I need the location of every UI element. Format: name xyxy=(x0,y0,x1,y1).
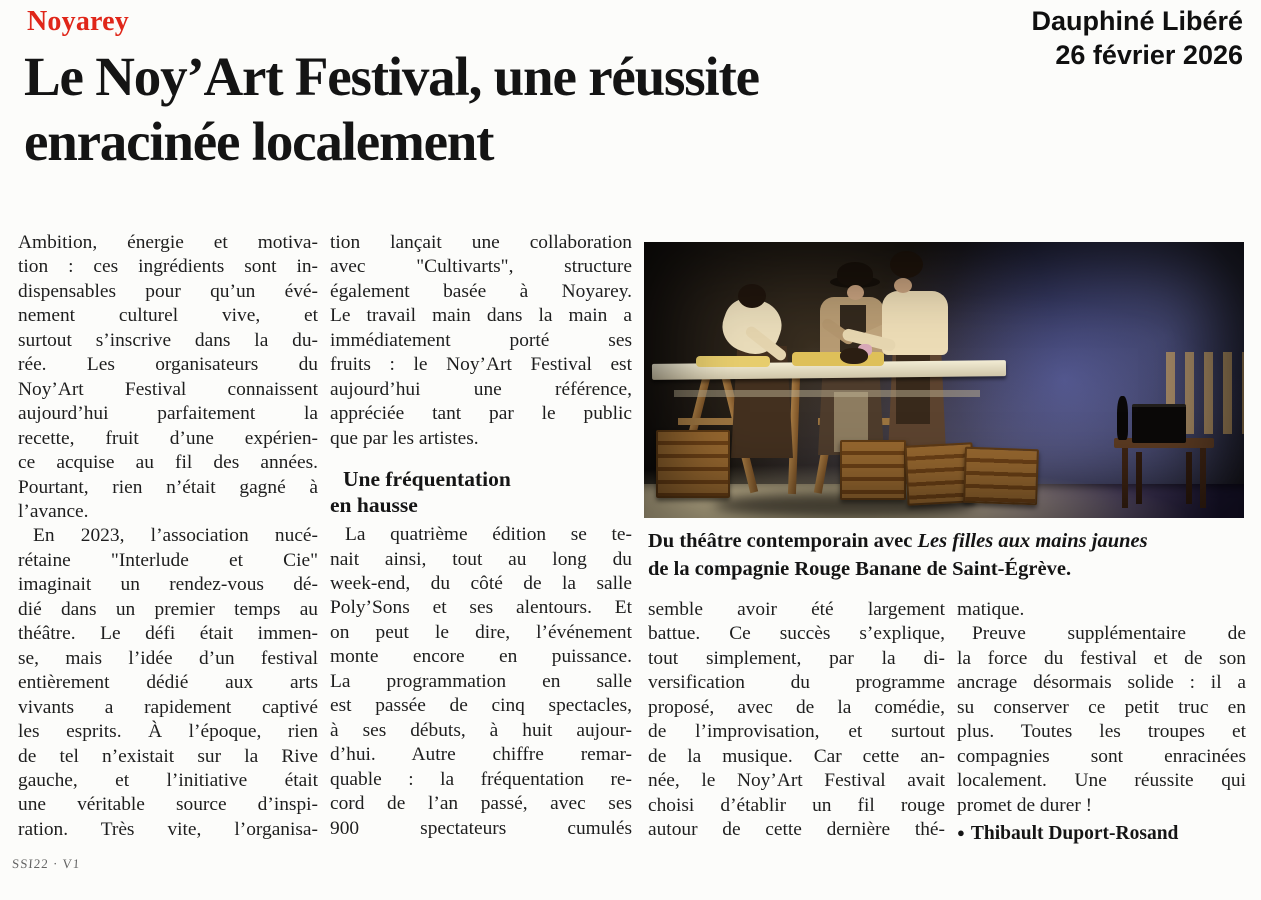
headline-line-1: Le Noy’Art Festival, une réussite xyxy=(24,46,759,107)
masthead-date: 26 février 2026 xyxy=(1055,40,1243,70)
stage-photo xyxy=(644,242,1244,518)
section-subhead: Une fréquentation en hausse xyxy=(330,467,511,518)
photo-caption xyxy=(648,527,1246,583)
paragraph: Ambition, énergie et motiva- tion : ces ingrédients sont in- dispensables pour qu’un évé- nement culturel vive, et surtout s’inscrive dans la du- rée. Les organisateurs du Noy’Art Festival connaissent aujourd’hui parfaitement la recette, fruit d’une expérien- ce acquise au fil des années. Pourtant, rien n’était gagné à l’avance. xyxy=(18,232,318,522)
byline-bullet-icon: ● xyxy=(957,825,965,841)
print-code: SSI22 · V1 xyxy=(11,856,81,871)
section-kicker: Noyarey xyxy=(27,6,129,37)
body-column-1 xyxy=(18,231,318,842)
body-column-3 xyxy=(648,598,945,843)
paragraph: semble avoir été largement battue. Ce succès s’explique, tout simplement, par la di- versification du programme proposé, avec de la comédie, de l’improvisation, et surtout de la musique. Car cette an- née, le Noy’Art Festival avait choisi d’établir un fil rouge autour de cette dernière thé- xyxy=(648,599,945,841)
body-column-2 xyxy=(330,231,632,841)
article-headline xyxy=(24,44,1024,174)
headline-line-2: enracinée localement xyxy=(24,111,494,172)
author-name: Thibault Duport-Rosand xyxy=(970,823,1179,845)
masthead-title: Dauphiné Libéré xyxy=(1031,6,1243,36)
caption-line-1: Du théâtre contemporain avec Les filles aux mains jaunes xyxy=(648,530,1148,552)
paragraph: matique. xyxy=(957,599,1025,620)
paragraph: Preuve supplémentaire de la force du festival et de son ancrage désormais solide : il a su conserver ce petit truc en plus. Toutes les troupes et compagnies sont enracinées localement. Une réussite qui promet de durer ! xyxy=(957,623,1246,816)
caption-line-2: de la compagnie Rouge Banane de Saint-Égrève. xyxy=(648,558,1072,580)
paragraph: En 2023, l’association nucé- rétaine "Interlude et Cie" imaginait un rendez-vous dé- dié dans un premier temps au théâtre. Le défi était immen- se, mais l’idée d’un festival entièrement dédié aux arts vivants a rapidement captivé les esprits. À l’époque, rien de tel n’existait sur la Rive gauche, et l’initiative était une véritable source d’inspi- ration. Très vite, l’organisa- xyxy=(18,525,318,840)
caption-play-title: Les filles aux mains jaunes xyxy=(917,530,1148,552)
masthead xyxy=(1031,4,1243,72)
paragraph: tion lançait une collaboration avec "Cultivarts", structure également basée à Noyarey. Le travail main dans la main a immédiatement porté ses fruits : le Noy’Art Festival est aujourd’hui une référence, appréciée tant par le public que par les artistes. xyxy=(330,232,632,449)
paragraph: La quatrième édition se te- nait ainsi, tout au long du week-end, du côté de la salle Poly’Sons et ses alentours. Et on peut le dire, l’événement monte encore en puissance. La programmation en salle est passée de cinq spectacles, à ses débuts, à huit aujour- d’hui. Autre chiffre remar- quable : la fréquentation re- cord de l’an passé, avec ses 900 spectateurs cumulés xyxy=(330,524,632,839)
author-byline xyxy=(957,821,1246,846)
body-column-4 xyxy=(957,598,1246,847)
